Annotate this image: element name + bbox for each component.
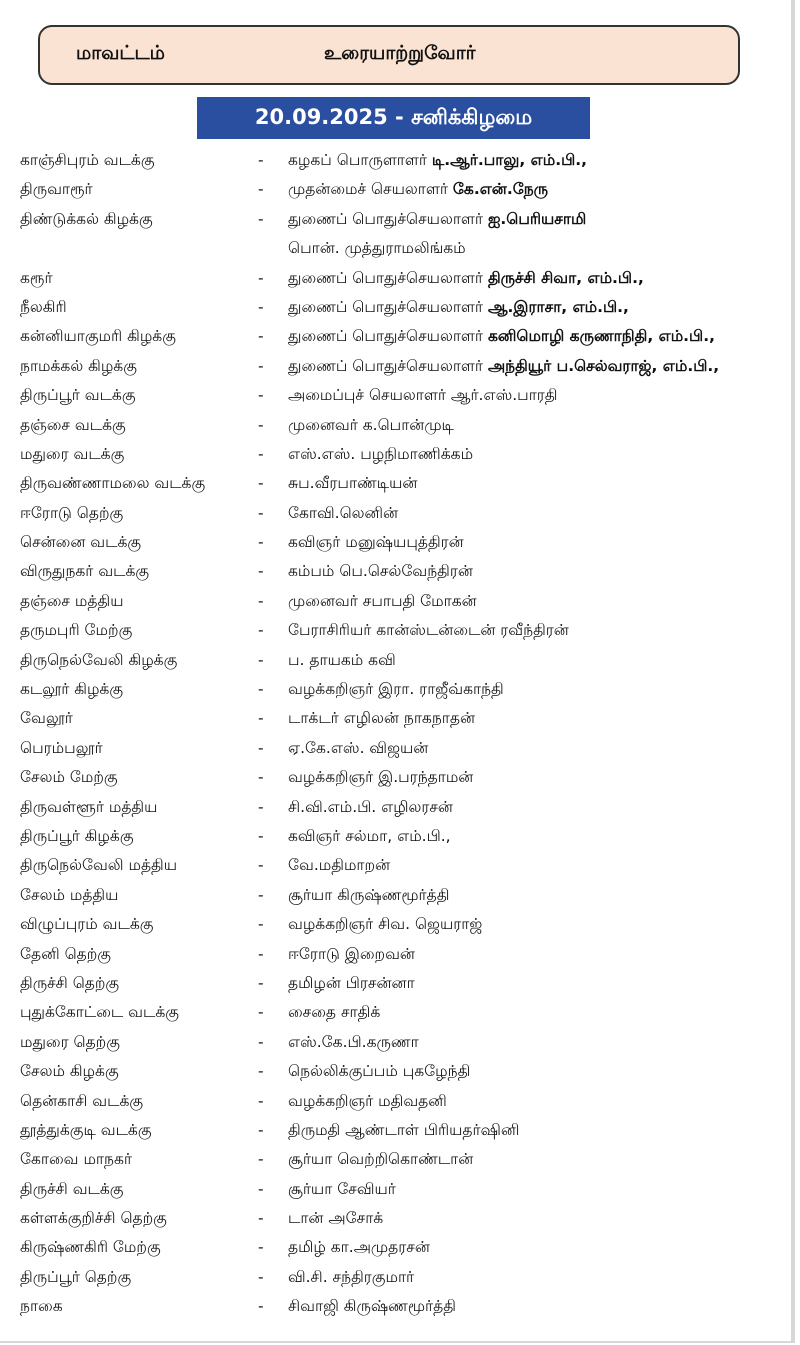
separator-dash: - <box>258 444 264 463</box>
separator-dash: - <box>258 562 264 581</box>
separator-dash: - <box>258 621 264 640</box>
speaker-entry <box>288 592 477 612</box>
district-name: தருமபுரி மேற்கு <box>20 621 133 640</box>
list-item <box>0 413 800 442</box>
speaker-title: கழகப் பொருளாளர் <box>288 151 432 169</box>
speaker-title: எஸ்.எஸ். பழநிமாணிக்கம் <box>288 444 474 463</box>
speaker-title: சைதை சாதிக் <box>288 1003 381 1022</box>
speaker-title: துணைப் பொதுச்செயலாளர் <box>288 327 488 346</box>
separator-dash: - <box>258 297 264 316</box>
district-name: திருச்சி வடக்கு <box>20 1179 124 1198</box>
speaker-column-header: உரையாற்றுவோர் <box>324 42 476 64</box>
district-name: சேலம் மத்திய <box>20 885 119 904</box>
list-item <box>0 765 800 794</box>
district-name: பெரம்பலூர் <box>20 738 103 757</box>
list-item <box>0 677 800 706</box>
district-name: தென்காசி வடக்கு <box>20 1091 144 1110</box>
district-name: வேலூர் <box>20 709 73 728</box>
speaker-title: ஏ.கே.எஸ். விஜயன் <box>288 738 429 757</box>
separator-dash: - <box>258 680 264 699</box>
list-item <box>0 559 800 588</box>
district-name: திருநெல்வேலி கிழக்கு <box>20 650 178 669</box>
separator-dash: - <box>258 1091 264 1110</box>
list-item <box>0 148 800 177</box>
list-item <box>0 618 800 647</box>
list-item <box>0 295 800 324</box>
separator-dash: - <box>258 209 264 228</box>
separator-dash: - <box>258 180 264 199</box>
list-item <box>0 1147 800 1176</box>
speaker-title: தமிழ் கா.அமுதரசன் <box>288 1238 430 1257</box>
speaker-entry <box>288 210 586 230</box>
speaker-entry <box>288 1268 414 1288</box>
speaker-name: ஐ.பெரியசாமி <box>487 209 587 228</box>
speaker-title: அமைப்புச் செயலாளர் ஆர்.எஸ்.பாரதி <box>288 386 558 405</box>
district-name: திருப்பூர் வடக்கு <box>20 386 136 405</box>
list-item <box>0 471 800 500</box>
separator-dash: - <box>258 1062 264 1081</box>
speaker-title: வழக்கறிஞர் மதிவதனி <box>288 1091 447 1110</box>
speaker-entry <box>288 827 451 847</box>
district-name: கோவை மாநகர் <box>20 1150 132 1169</box>
district-name: தூத்துக்குடி வடக்கு <box>20 1120 152 1139</box>
district-name: சேலம் மேற்கு <box>20 768 118 787</box>
district-name: விருதுநகர் வடக்கு <box>20 562 150 581</box>
speaker-entry <box>288 1297 456 1317</box>
separator-dash: - <box>258 1032 264 1051</box>
list-item <box>0 354 800 383</box>
speaker-name: கே.என்.நேரு <box>452 180 549 199</box>
speaker-title: வழக்கறிஞர் இரா. ராஜீவ்காந்தி <box>288 680 504 699</box>
separator-dash: - <box>258 1267 264 1286</box>
separator-dash: - <box>258 151 264 169</box>
district-name: தேனி தெற்கு <box>20 944 111 963</box>
speaker-title: சிவாஜி கிருஷ்ணமூர்த்தி <box>288 1297 456 1316</box>
speaker-title: சி.வி.எம்.பி. எழிலரசன் <box>288 797 453 816</box>
district-name: கன்னியாகுமரி கிழக்கு <box>20 327 176 346</box>
separator-dash: - <box>258 386 264 405</box>
list-item <box>0 942 800 971</box>
column-header-box <box>38 25 740 85</box>
separator-dash: - <box>258 1120 264 1139</box>
separator-dash: - <box>258 797 264 816</box>
speaker-entry <box>288 298 629 318</box>
district-name: விழுப்புரம் வடக்கு <box>20 915 154 934</box>
speaker-title: துணைப் பொதுச்செயலாளர் <box>288 268 488 287</box>
speaker-entry <box>288 1209 383 1229</box>
list-item <box>0 589 800 618</box>
speaker-entry <box>288 239 466 259</box>
schedule-list <box>0 148 800 1324</box>
separator-dash: - <box>258 738 264 757</box>
separator-dash: - <box>258 885 264 904</box>
separator-dash: - <box>258 1003 264 1022</box>
list-item <box>0 324 800 353</box>
district-name: கிருஷ்ணகிரி மேற்கு <box>20 1238 161 1257</box>
speaker-title: துணைப் பொதுச்செயலாளர் <box>288 209 488 228</box>
list-item <box>0 971 800 1000</box>
speaker-entry <box>288 709 475 729</box>
speaker-entry <box>288 1033 419 1053</box>
speaker-title: கோவி.லெனின் <box>288 503 399 522</box>
speaker-title: சூர்யா வெற்றிகொண்டான் <box>288 1150 474 1169</box>
separator-dash: - <box>258 1179 264 1198</box>
speaker-entry <box>288 327 715 347</box>
separator-dash: - <box>258 944 264 963</box>
date-banner: 20.09.2025 - சனிக்கிழமை <box>197 97 590 139</box>
speaker-entry <box>288 386 558 406</box>
speaker-title: ஈரோடு இறைவன் <box>288 944 415 963</box>
district-name: சென்னை வடக்கு <box>20 533 142 552</box>
district-name: நாகை <box>20 1297 63 1316</box>
district-name: திருப்பூர் கிழக்கு <box>20 826 134 845</box>
list-item <box>0 1206 800 1235</box>
speaker-title: டாக்டர் எழிலன் நாகநாதன் <box>288 709 476 728</box>
speaker-title: சூர்யா கிருஷ்ணமூர்த்தி <box>288 885 450 904</box>
list-item <box>0 1059 800 1088</box>
speaker-entry <box>288 533 464 553</box>
district-name: கள்ளக்குறிச்சி தெற்கு <box>20 1209 167 1228</box>
speaker-name: டி.ஆர்.பாலு, எம்.பி., <box>431 151 587 169</box>
separator-dash: - <box>258 591 264 610</box>
list-item <box>0 736 800 765</box>
district-name: கரூர் <box>20 268 53 287</box>
separator-dash: - <box>258 768 264 787</box>
speaker-title: முனைவர் க.பொன்முடி <box>288 415 454 434</box>
separator-dash: - <box>258 826 264 845</box>
list-item <box>0 1177 800 1206</box>
speaker-entry <box>288 1238 430 1258</box>
district-name: சேலம் கிழக்கு <box>20 1062 119 1081</box>
district-name: திருவண்ணாமலை வடக்கு <box>20 474 206 493</box>
speaker-title: வே.மதிமாறன் <box>288 856 391 875</box>
speaker-title: வி.சி. சந்திரகுமார் <box>288 1267 415 1286</box>
list-item <box>0 1265 800 1294</box>
speaker-entry <box>288 1003 380 1023</box>
speaker-entry <box>288 886 449 906</box>
speaker-entry <box>288 1180 396 1200</box>
speaker-title: துணைப் பொதுச்செயலாளர் <box>288 297 488 316</box>
separator-dash: - <box>258 856 264 875</box>
list-item <box>0 1235 800 1264</box>
separator-dash: - <box>258 327 264 346</box>
speaker-name: கனிமொழி கருணாநிதி, எம்.பி., <box>487 327 715 346</box>
speaker-entry <box>288 416 454 436</box>
separator-dash: - <box>258 474 264 493</box>
district-name: மதுரை வடக்கு <box>20 444 125 463</box>
speaker-title: நெல்லிக்குப்பம் புகழேந்தி <box>288 1062 471 1081</box>
list-item <box>0 1030 800 1059</box>
list-item <box>0 1000 800 1029</box>
speaker-title: முதன்மைச் செயலாளர் <box>288 180 453 199</box>
speaker-title: வழக்கறிஞர் சிவ. ஜெயராஜ் <box>288 915 483 934</box>
separator-dash: - <box>258 356 264 375</box>
speaker-title: தமிழன் பிரசன்னா <box>288 973 415 992</box>
list-item <box>0 795 800 824</box>
list-item <box>0 530 800 559</box>
speaker-title: எஸ்.கே.பி.கருணா <box>288 1032 419 1051</box>
speaker-entry <box>288 739 428 759</box>
speaker-entry <box>288 269 644 289</box>
speaker-entry <box>288 1121 519 1141</box>
speaker-title: பேராசிரியர் கான்ஸ்டன்டைன் ரவீந்திரன் <box>288 621 569 640</box>
speaker-entry <box>288 680 504 700</box>
district-name: தஞ்சை வடக்கு <box>20 415 126 434</box>
separator-dash: - <box>258 503 264 522</box>
district-name: புதுக்கோட்டை வடக்கு <box>20 1003 179 1022</box>
speaker-title: முனைவர் சபாபதி மோகன் <box>288 591 477 610</box>
speaker-entry <box>288 1092 447 1112</box>
speaker-entry <box>288 445 473 465</box>
separator-dash: - <box>258 1150 264 1169</box>
speaker-name: திருச்சி சிவா, எம்.பி., <box>487 268 644 287</box>
list-item <box>0 912 800 941</box>
district-name: திருச்சி தெற்கு <box>20 973 120 992</box>
list-item <box>0 236 800 265</box>
speaker-entry <box>288 798 453 818</box>
district-name: திருப்பூர் தெற்கு <box>20 1267 132 1286</box>
speaker-entry <box>288 621 569 641</box>
separator-dash: - <box>258 1297 264 1316</box>
district-name: திருவள்ளூர் மத்திய <box>20 797 158 816</box>
speaker-title: கவிஞர் சல்மா, எம்.பி., <box>288 826 451 845</box>
speaker-title: திருமதி ஆண்டாள் பிரியதர்ஷினி <box>288 1120 520 1139</box>
separator-dash: - <box>258 415 264 434</box>
speaker-entry <box>288 945 415 965</box>
speaker-name: ஆ.இராசா, எம்.பி., <box>487 297 629 316</box>
speaker-title: வழக்கறிஞர் இ.பரந்தாமன் <box>288 768 474 787</box>
speaker-entry <box>288 768 473 788</box>
list-item <box>0 883 800 912</box>
separator-dash: - <box>258 1209 264 1228</box>
separator-dash: - <box>258 268 264 287</box>
speaker-entry <box>288 357 719 377</box>
list-item <box>0 853 800 882</box>
speaker-entry <box>288 651 396 671</box>
speaker-entry <box>288 151 587 171</box>
speaker-entry <box>288 915 482 935</box>
separator-dash: - <box>258 973 264 992</box>
list-item <box>0 824 800 853</box>
list-item <box>0 1118 800 1147</box>
speaker-entry <box>288 1150 473 1170</box>
speaker-title: கம்பம் பெ.செல்வேந்திரன் <box>288 562 473 581</box>
speaker-entry <box>288 974 415 994</box>
district-column-header: மாவட்டம் <box>76 42 165 64</box>
district-name: திருநெல்வேலி மத்திய <box>20 856 178 875</box>
separator-dash: - <box>258 650 264 669</box>
district-name: காஞ்சிபுரம் வடக்கு <box>20 151 155 169</box>
speaker-title: துணைப் பொதுச்செயலாளர் <box>288 356 488 375</box>
list-item <box>0 383 800 412</box>
district-name: தஞ்சை மத்திய <box>20 591 124 610</box>
speaker-entry <box>288 562 473 582</box>
speaker-entry <box>288 504 398 524</box>
list-item <box>0 266 800 295</box>
list-item <box>0 177 800 206</box>
list-item <box>0 648 800 677</box>
separator-dash: - <box>258 709 264 728</box>
speaker-title: கவிஞர் மனுஷ்யபுத்திரன் <box>288 533 464 552</box>
separator-dash: - <box>258 915 264 934</box>
district-name: ஈரோடு தெற்கு <box>20 503 124 522</box>
district-name: நாமக்கல் கிழக்கு <box>20 356 137 375</box>
speaker-title: ப. தாயகம் கவி <box>288 650 396 669</box>
speaker-entry <box>288 474 417 494</box>
speaker-entry <box>288 1062 470 1082</box>
district-name: மதுரை தெற்கு <box>20 1032 120 1051</box>
district-name: திருவாரூர் <box>20 180 93 199</box>
list-item <box>0 1294 800 1323</box>
list-item <box>0 706 800 735</box>
speaker-title: சூர்யா சேவியர் <box>288 1179 396 1198</box>
speaker-title: சுப.வீரபாண்டியன் <box>288 474 418 493</box>
district-name: கடலூர் கிழக்கு <box>20 680 124 699</box>
speaker-name: அந்தியூர் ப.செல்வராஜ், எம்.பி., <box>487 356 720 375</box>
separator-dash: - <box>258 533 264 552</box>
speaker-title: பொன். முத்துராமலிங்கம் <box>288 239 466 258</box>
district-name: திண்டுக்கல் கிழக்கு <box>20 209 153 228</box>
list-item <box>0 501 800 530</box>
list-item <box>0 1089 800 1118</box>
list-item <box>0 207 800 236</box>
speaker-entry <box>288 856 390 876</box>
list-item <box>0 442 800 471</box>
separator-dash: - <box>258 1238 264 1257</box>
speaker-entry <box>288 180 548 200</box>
speaker-title: டான் அசோக் <box>288 1209 384 1228</box>
district-name: நீலகிரி <box>20 297 67 316</box>
